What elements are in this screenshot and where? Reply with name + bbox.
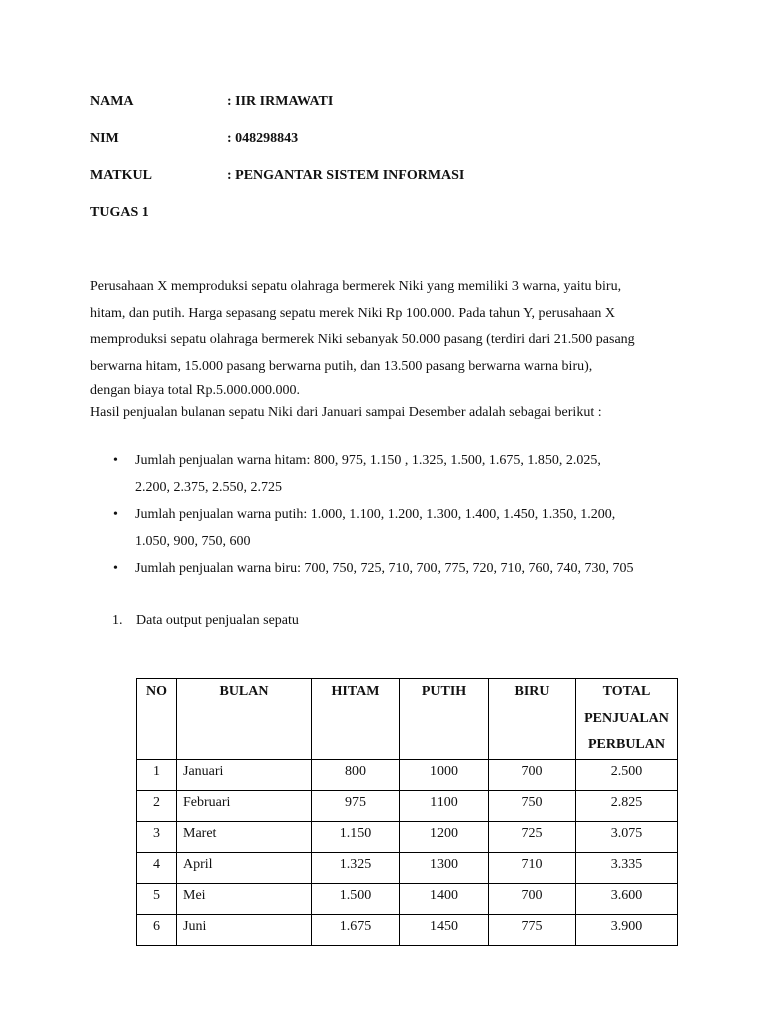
cell-total: 3.600 <box>576 883 678 914</box>
intro-line: dengan biaya total Rp.5.000.000.000. <box>90 383 300 398</box>
cell-hitam: 1.150 <box>312 821 400 852</box>
cell-total: 2.825 <box>576 790 678 821</box>
header-key: TUGAS 1 <box>90 205 149 220</box>
cell-biru: 700 <box>489 883 576 914</box>
section-number: 1. <box>112 613 123 628</box>
cell-hitam: 1.675 <box>312 914 400 945</box>
list-item <box>113 501 693 555</box>
cell-no: 5 <box>137 883 177 914</box>
col-header-total-line: PENJUALAN <box>584 710 669 726</box>
sales-table <box>136 678 678 946</box>
header-value: : PENGANTAR SISTEM INFORMASI <box>227 168 465 183</box>
list-item <box>113 555 693 582</box>
header-key: NAMA <box>90 94 134 109</box>
bullet-line: Jumlah penjualan warna putih: 1.000, 1.100, 1.200, 1.300, 1.400, 1.450, 1.350, 1.200, <box>135 507 616 522</box>
bullet-icon: • <box>113 453 118 468</box>
table-row <box>137 790 678 821</box>
cell-bulan: Maret <box>177 821 312 852</box>
col-header-biru: BIRU <box>489 679 576 760</box>
cell-putih: 1200 <box>400 821 489 852</box>
intro-line: Hasil penjualan bulanan sepatu Niki dari Januari sampai Desember adalah sebagai berikut : <box>90 405 602 420</box>
intro-line: berwarna hitam, 15.000 pasang berwarna putih, dan 13.500 pasang berwarna warna biru), <box>90 358 593 374</box>
bullet-line: 1.050, 900, 750, 600 <box>135 534 251 549</box>
cell-biru: 710 <box>489 852 576 883</box>
list-item <box>113 447 693 501</box>
cell-bulan: Februari <box>177 790 312 821</box>
table-row <box>137 821 678 852</box>
cell-hitam: 1.325 <box>312 852 400 883</box>
cell-bulan: Juni <box>177 914 312 945</box>
cell-biru: 775 <box>489 914 576 945</box>
cell-putih: 1450 <box>400 914 489 945</box>
table-row <box>137 914 678 945</box>
header-value: : 048298843 <box>227 131 299 146</box>
sales-bullet-list <box>113 447 693 582</box>
bullet-line: 2.200, 2.375, 2.550, 2.725 <box>135 480 282 495</box>
bullet-line: Jumlah penjualan warna hitam: 800, 975, 1.150 , 1.325, 1.500, 1.675, 1.850, 2.025, <box>135 453 601 468</box>
table-row <box>137 759 678 790</box>
col-header-bulan: BULAN <box>177 679 312 760</box>
cell-hitam: 800 <box>312 759 400 790</box>
header-key: MATKUL <box>90 168 152 183</box>
intro-line: memproduksi sepatu olahraga bermerek Niki sebanyak 50.000 pasang (terdiri dari 21.500 pasang <box>90 332 635 347</box>
table-header-row <box>137 679 678 760</box>
intro-paragraph <box>90 274 690 424</box>
cell-putih: 1100 <box>400 790 489 821</box>
col-header-total-line: PERBULAN <box>587 737 665 752</box>
cell-total: 3.900 <box>576 914 678 945</box>
bullet-icon: • <box>113 507 118 522</box>
intro-line: Perusahaan X memproduksi sepatu olahraga bermerek Niki yang memiliki 3 warna, yaitu biru, <box>90 279 622 294</box>
cell-putih: 1300 <box>400 852 489 883</box>
cell-biru: 700 <box>489 759 576 790</box>
cell-biru: 725 <box>489 821 576 852</box>
section-title: Data output penjualan sepatu <box>136 613 299 628</box>
cell-hitam: 1.500 <box>312 883 400 914</box>
cell-bulan: April <box>177 852 312 883</box>
header-key: NIM <box>90 131 119 146</box>
cell-hitam: 975 <box>312 790 400 821</box>
table-row <box>137 852 678 883</box>
header-value: : IIR IRMAWATI <box>227 94 334 109</box>
cell-total: 3.335 <box>576 852 678 883</box>
bullet-icon: • <box>113 561 118 576</box>
cell-no: 6 <box>137 914 177 945</box>
cell-no: 1 <box>137 759 177 790</box>
cell-total: 3.075 <box>576 821 678 852</box>
col-header-no: NO <box>137 679 177 760</box>
cell-putih: 1400 <box>400 883 489 914</box>
cell-bulan: Januari <box>177 759 312 790</box>
col-header-total-line: TOTAL <box>602 684 651 699</box>
table-row <box>137 883 678 914</box>
cell-total: 2.500 <box>576 759 678 790</box>
cell-no: 2 <box>137 790 177 821</box>
col-header-putih: PUTIH <box>400 679 489 760</box>
cell-biru: 750 <box>489 790 576 821</box>
col-header-hitam: HITAM <box>312 679 400 760</box>
cell-no: 3 <box>137 821 177 852</box>
cell-bulan: Mei <box>177 883 312 914</box>
bullet-line: Jumlah penjualan warna biru: 700, 750, 725, 710, 700, 775, 720, 710, 760, 740, 730, 705 <box>135 561 634 576</box>
intro-line: hitam, dan putih. Harga sepasang sepatu merek Niki Rp 100.000. Pada tahun Y, perusahaan X <box>90 305 616 321</box>
cell-no: 4 <box>137 852 177 883</box>
col-header-total <box>576 679 678 760</box>
cell-putih: 1000 <box>400 759 489 790</box>
section-heading <box>112 613 299 629</box>
